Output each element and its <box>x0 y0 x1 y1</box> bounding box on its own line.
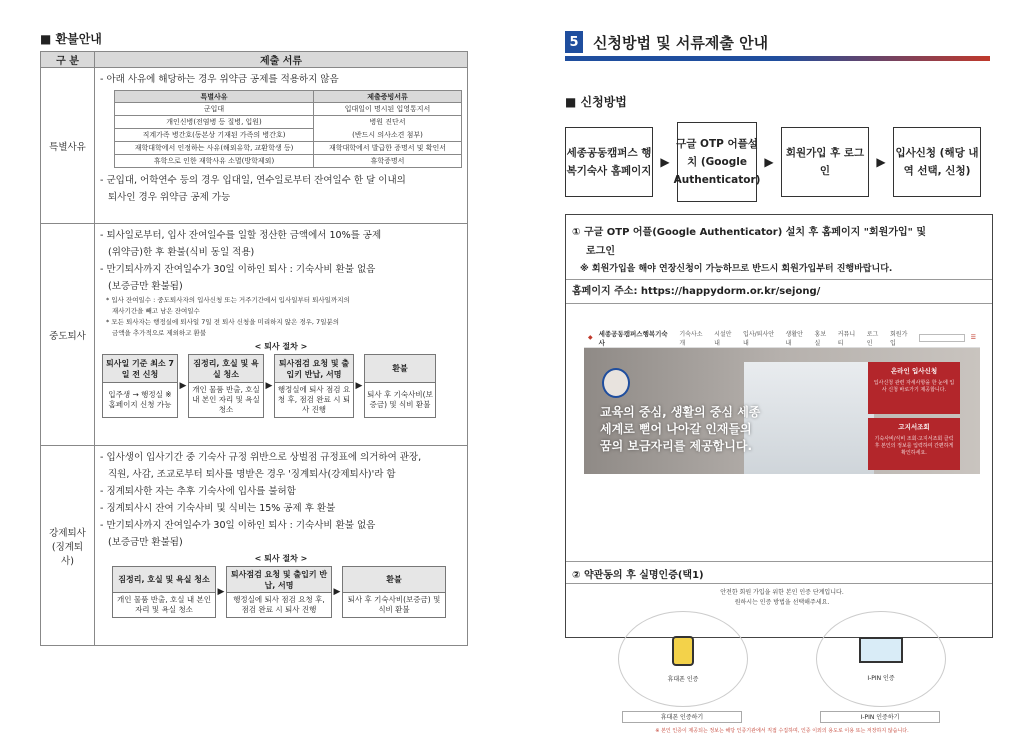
apply-step-4: 입사신청 (해당 내역 선택, 신청) <box>893 127 981 197</box>
nav-item[interactable]: 회원가입 <box>889 330 908 347</box>
mid-process <box>102 354 462 418</box>
ipin-icon <box>859 637 903 663</box>
mid-line-4: (보증금만 환불됨) <box>108 281 183 292</box>
special-cell <box>95 68 468 224</box>
reason-cell: 군입대 <box>115 103 314 116</box>
forced-process <box>102 566 462 618</box>
building-image <box>744 362 874 474</box>
apply-step-1: 세종공동캠퍼스 행복기숙사 홈페이지 <box>565 127 653 197</box>
step-header: 퇴사점검 요청 및 출입키 반납, 서명 <box>275 355 353 383</box>
step-header: 환불 <box>343 567 445 593</box>
mid-cell <box>95 224 468 446</box>
cat-forced <box>41 446 95 646</box>
title-rule <box>565 56 990 61</box>
forced-step-3 <box>342 566 446 618</box>
special-note-2: 퇴사인 경우 위약금 공제 가능 <box>108 192 231 203</box>
mid-line-2: (위약금)한 후 환불(식비 동일 적용) <box>108 247 255 258</box>
step-header: 퇴사점검 요청 및 출입키 반납, 서명 <box>227 567 331 593</box>
arrow-right-icon: ▶ <box>265 381 273 391</box>
apply-step-3: 회원가입 후 로그인 <box>781 127 869 197</box>
cat-forced-label: 강제퇴사 <box>49 527 86 539</box>
apply-steps <box>565 122 990 202</box>
site-logo[interactable]: 세종공동캠퍼스행복기숙사 <box>598 329 668 347</box>
mid-step-3 <box>274 354 354 418</box>
mid-step-2 <box>188 354 264 418</box>
reason-cell: 재학대학에서 인정하는 사유(해외유학, 교환학생 등) <box>115 142 314 155</box>
homepage-screenshot <box>584 328 980 474</box>
step-header: 환불 <box>365 355 435 383</box>
table-row <box>115 129 462 142</box>
nav-item[interactable]: 홍보실 <box>814 330 827 347</box>
site-hero <box>584 348 980 474</box>
refund-section <box>40 30 468 646</box>
mid-note-4: 금액을 추가적으로 제외하고 환불 <box>112 329 207 337</box>
mid-step-1 <box>102 354 178 418</box>
arrow-right-icon: ▶ <box>217 587 225 597</box>
header-documents: 제출 서류 <box>95 52 468 68</box>
site-navbar <box>584 328 980 348</box>
hero-line-2: 세계로 뻗어 나아갈 인재들의 <box>600 422 752 436</box>
special-intro: - 아래 사유에 해당하는 경우 위약금 공제를 적용하지 않음 <box>100 74 339 85</box>
card-desc: 입사신청 관련 자세사항을 한 눈에 입사 신청 바로가기 제공합니다. <box>873 380 955 393</box>
section-title: 신청방법 및 서류제출 안내 <box>593 33 769 52</box>
site-search-input[interactable] <box>919 334 965 342</box>
step-body: 퇴사 후 기숙사비(보증금) 및 식비 환불 <box>367 390 433 409</box>
step2-text: ② 약관동의 후 실명인증(택1) <box>572 570 704 581</box>
nav-item[interactable]: 시설안내 <box>714 330 732 347</box>
step-body: 퇴사 후 기숙사비(보증금) 및 식비 환불 <box>347 595 441 614</box>
arrow-right-icon: ▶ <box>660 155 670 169</box>
special-reasons-table <box>114 90 462 168</box>
doc-cell: 병원 진단서 <box>314 116 462 129</box>
mid-note-1: * 입사 잔여일수 : 중도퇴사자의 입사신청 또는 거주기간에서 입사일부터 퇴사일까지의 <box>106 296 350 304</box>
header-category: 구 분 <box>41 52 95 68</box>
arrow-right-icon: ▶ <box>179 381 187 391</box>
step-body: 개인 물품 반출, 호실 내 본인 자리 및 욕실 청소 <box>192 385 260 414</box>
table-row <box>115 103 462 116</box>
arrow-right-icon: ▶ <box>355 381 363 391</box>
forced-cell <box>95 446 468 646</box>
forced-line-2: 직원, 사감, 조교로부터 퇴사를 명받은 경우 '징계퇴사(강제퇴사)'라 함 <box>108 469 396 480</box>
apply-online-card[interactable] <box>868 362 960 414</box>
doc-cell: 입대일이 명시된 입영통지서 <box>314 103 462 116</box>
cat-forced-sub: (징계퇴사) <box>51 541 84 567</box>
forced-line-3: - 징계퇴사한 자는 추후 기숙사에 입사를 불허함 <box>100 486 296 497</box>
hero-text <box>600 404 760 455</box>
mid-note-2: 재사기간을 빼고 남은 잔여일수 <box>112 307 200 315</box>
forced-step-1 <box>112 566 216 618</box>
refund-title: ■ 환불안내 <box>40 32 102 46</box>
mid-step-4 <box>364 354 436 418</box>
cat-special: 특별사유 <box>41 68 95 224</box>
doc-cell: 휴학증명서 <box>314 155 462 168</box>
doc-cell: 재학대학에서 발급한 증명서 및 확인서 <box>314 142 462 155</box>
arrow-right-icon: ▶ <box>764 155 774 169</box>
section-header <box>565 30 990 54</box>
reason-cell: 직계가족 병간호(동본상 기재된 가족의 병간호) <box>115 129 314 142</box>
cert-heading: 안전한 회원 가입을 위한 본인 인증 단계입니다. <box>720 589 844 596</box>
ipin-cert-option[interactable] <box>816 611 946 707</box>
mid-note-3: * 모든 퇴사자는 행정실에 퇴사일 7일 전 퇴사 신청을 미리하지 않은 경우, 7일분의 <box>106 318 340 326</box>
forced-line-1: - 입사생이 입사기간 중 기숙사 규정 위반으로 상벌점 규정표에 의거하여 관장, <box>100 452 422 463</box>
step1-note: ※ 회원가입을 해야 연장신청이 가능하므로 반드시 회원가입부터 진행바랍니다. <box>580 264 893 274</box>
homepage-url[interactable]: 홈페이지 주소: https://happydorm.or.kr/sejong/ <box>572 286 821 297</box>
doc-cell: (반드시 의사소견 첨부) <box>314 129 462 142</box>
hero-line-1: 교육의 중심, 생활의 중심 세종 <box>600 405 761 419</box>
special-note-1: - 군입대, 어학연수 등의 경우 입대일, 연수일로부터 잔여일수 한 달 이내의 <box>100 175 406 186</box>
arrow-right-icon: ▶ <box>876 155 886 169</box>
logo-icon: ◆ <box>588 334 593 341</box>
step1-text-cont: 로그인 <box>586 246 615 257</box>
apply-subtitle: ■ 신청방법 <box>565 95 627 109</box>
forced-line-6: (보증금만 환불됨) <box>108 537 183 548</box>
card-title: 온라인 입사신청 <box>890 367 938 375</box>
forced-proc-title: < 퇴사 절차 > <box>254 554 308 563</box>
section-number-badge: 5 <box>565 31 583 53</box>
cert-screenshot <box>584 587 980 735</box>
apply-step-2: 구글 OTP 어플설치 (Google Authenticator) <box>677 122 757 202</box>
step-header: 퇴사일 기준 최소 7일 전 신청 <box>103 355 177 383</box>
phone-cert-option[interactable] <box>618 611 748 707</box>
cert-footnote: ※ 본인 인증이 제공되는 정보는 해당 인증기관에서 직접 수집하며, 인증 이외의 용도로 이용 또는 저장하지 않습니다. <box>655 728 909 734</box>
phone-cert-button[interactable]: 휴대폰 인증하기 <box>622 711 742 723</box>
mid-proc-title: < 퇴사 절차 > <box>254 342 308 351</box>
cert-subheading: 원하시는 인증 방법을 선택해주세요. <box>734 599 830 606</box>
mid-line-1: - 퇴사일로부터, 입사 잔여일수를 일할 정산한 금액에서 10%를 공제 <box>100 230 382 241</box>
forced-line-4: - 징계퇴사시 잔여 기숙사비 및 식비는 15% 공제 후 환불 <box>100 503 336 514</box>
nav-item[interactable]: 커뮤니티 <box>837 330 856 347</box>
nav-item[interactable]: 로그인 <box>866 330 879 347</box>
ipin-cert-button[interactable]: I-PIN 인증하기 <box>820 711 940 723</box>
refund-table <box>40 51 468 646</box>
cat-mid: 중도퇴사 <box>41 224 95 446</box>
inner-header-reason: 특별사유 <box>115 91 314 103</box>
reason-cell: 개인신병(전염병 등 질병, 입원) <box>115 116 314 129</box>
step-header: 짐정리, 호실 및 욕실 청소 <box>189 355 263 383</box>
nav-item[interactable]: 생활안내 <box>785 330 803 347</box>
nav-item[interactable]: 기숙사소개 <box>679 330 703 347</box>
inner-header-doc: 제출증빙서류 <box>314 91 462 103</box>
nav-item[interactable]: 입사/퇴사안내 <box>743 330 775 347</box>
reason-cell: 휴학으로 인한 재학사유 소멸(방학제외) <box>115 155 314 168</box>
step-body: 입주생 → 행정실 ※ 홈페이지 신청 가능 <box>108 390 172 409</box>
instruction-panel <box>565 214 993 734</box>
ipin-cert-label: I-PIN 인증 <box>867 674 895 682</box>
table-row <box>115 155 462 168</box>
bill-lookup-card[interactable] <box>868 418 960 470</box>
apply-section <box>565 30 990 734</box>
mascot-icon <box>602 368 630 398</box>
phone-cert-label: 휴대폰 인증 <box>667 675 699 683</box>
forced-line-5: - 만기퇴사까지 잔여일수가 30일 이하인 퇴사 : 기숙사비 환불 없음 <box>100 520 376 531</box>
menu-icon[interactable]: ☰ <box>970 334 976 341</box>
forced-step-2 <box>226 566 332 618</box>
table-row <box>115 116 462 129</box>
step-body: 행정실에 퇴사 점검 요청 후, 점검 완료 시 퇴사 진행 <box>277 385 351 414</box>
card-title: 고지서조회 <box>898 423 930 431</box>
mid-line-3: - 만기퇴사까지 잔여일수가 30일 이하인 퇴사 : 기숙사비 환불 없음 <box>100 264 376 275</box>
card-desc: 기숙사비/식비 조회·고지서조회 클릭 후 본인의 정보를 입력하여 간편하게 확인하세요. <box>874 436 954 456</box>
hero-line-3: 꿈의 보금자리를 제공합니다. <box>600 439 753 453</box>
table-row <box>115 142 462 155</box>
step-header: 짐정리, 호실 및 욕실 청소 <box>113 567 215 593</box>
phone-icon <box>672 636 694 666</box>
step-body: 개인 물품 반출, 호실 내 본인 자리 및 욕실 청소 <box>117 595 211 614</box>
arrow-right-icon: ▶ <box>333 587 341 597</box>
step1-text: ① 구글 OTP 어플(Google Authenticator) 설치 후 홈페이지 "회원가입" 및 <box>572 227 927 238</box>
step-body: 행정실에 퇴사 점검 요청 후, 점검 완료 시 퇴사 진행 <box>233 595 325 614</box>
